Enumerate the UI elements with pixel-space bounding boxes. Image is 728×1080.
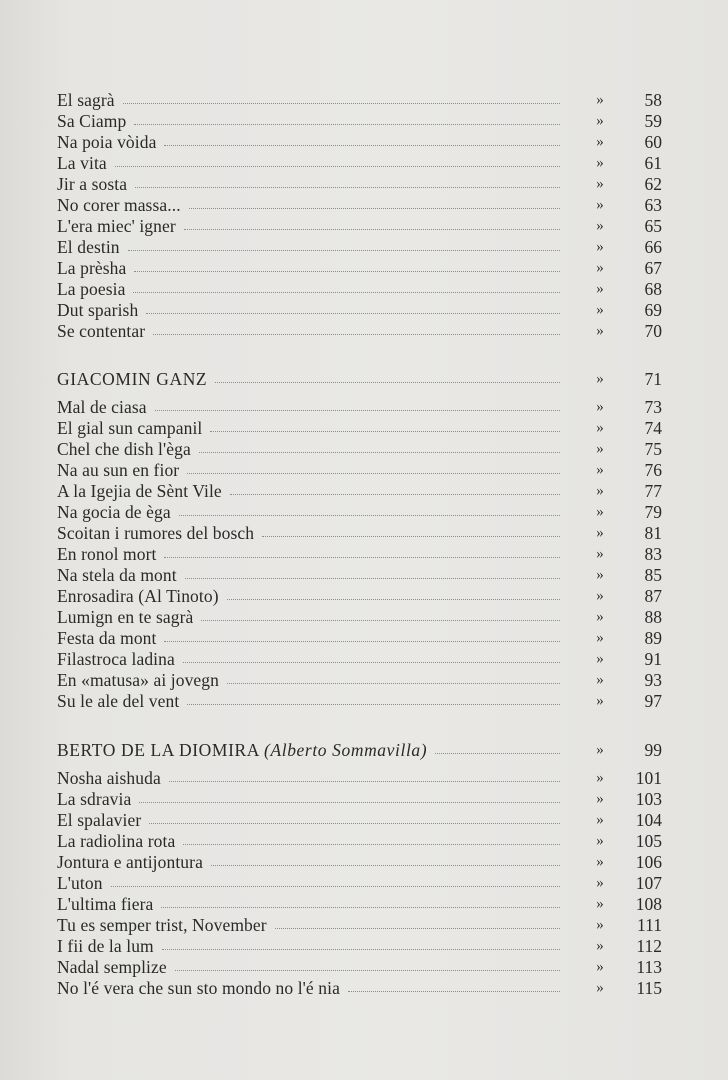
guillemet-mark: » (596, 959, 604, 975)
author-name (57, 369, 207, 390)
title-text: El sagrà (57, 90, 115, 110)
dot-leader (123, 103, 560, 104)
entry-title (57, 691, 179, 712)
dot-leader (164, 641, 560, 642)
guillemet-mark: » (596, 546, 604, 562)
guillemet-mark: » (596, 302, 604, 318)
title-text: Na gocia de èga (57, 502, 171, 522)
entry-title (57, 957, 167, 978)
entry-title (57, 978, 340, 999)
toc-entry (0, 502, 728, 523)
dot-leader (211, 865, 560, 866)
toc-entry (0, 174, 728, 195)
entry-title (57, 789, 131, 810)
author-name (57, 740, 427, 761)
page-number: 70 (644, 321, 662, 341)
page-number: 67 (644, 258, 662, 278)
title-text: La prèsha (57, 258, 127, 278)
page-number: 93 (644, 670, 662, 690)
toc-entry (0, 607, 728, 628)
entry-title (57, 321, 145, 342)
title-text: Dut sparish (57, 300, 139, 320)
dot-leader (275, 928, 560, 929)
entry-title (57, 237, 120, 258)
page-number: 99 (644, 740, 662, 760)
entry-title (57, 279, 125, 300)
toc-entry (0, 691, 728, 712)
title-text: Jontura e antijontura (57, 852, 203, 872)
heading-spacer (0, 761, 728, 768)
toc-entry (0, 936, 728, 957)
entry-title (57, 586, 219, 607)
dot-leader (115, 166, 560, 167)
title-text: Jir a sosta (57, 174, 128, 194)
toc-entry (0, 153, 728, 174)
page-number: 89 (644, 628, 662, 648)
toc-entry (0, 397, 728, 418)
title-text: Chel che dish l'èga (57, 439, 191, 459)
toc-section (0, 90, 728, 342)
dot-leader (227, 683, 560, 684)
heading-spacer (0, 390, 728, 397)
guillemet-mark: » (596, 462, 604, 478)
title-text: La vita (57, 153, 107, 173)
guillemet-mark: » (596, 609, 604, 625)
dot-leader (161, 907, 560, 908)
author-heading (0, 740, 728, 761)
page-number: 68 (644, 279, 662, 299)
title-text: La poesia (57, 279, 126, 299)
dot-leader (187, 473, 560, 474)
title-text: En ronol mort (57, 544, 157, 564)
toc-entry (0, 831, 728, 852)
toc-entry (0, 216, 728, 237)
entry-title (57, 523, 254, 544)
toc-entry (0, 439, 728, 460)
page-number: 104 (635, 810, 662, 830)
page-number: 61 (644, 153, 662, 173)
page-number: 62 (644, 174, 662, 194)
entry-title (57, 216, 176, 237)
toc-entry (0, 132, 728, 153)
guillemet-mark: » (596, 770, 604, 786)
page-number: 63 (644, 195, 662, 215)
dot-leader (162, 949, 560, 950)
page-number: 66 (644, 237, 662, 257)
toc-entry (0, 978, 728, 999)
title-text: Nosha aishuda (57, 768, 161, 788)
title-text: No corer massa... (57, 195, 181, 215)
dot-leader (175, 970, 560, 971)
author-real-name: (Alberto Sommavilla) (264, 740, 428, 760)
title-text: Nadal semplize (57, 957, 167, 977)
entry-title (57, 153, 107, 174)
author-heading (0, 369, 728, 390)
title-text: BERTO DE LA DIOMIRA (57, 740, 260, 760)
page-number: 111 (637, 915, 662, 935)
guillemet-mark: » (596, 504, 604, 520)
entry-title (57, 894, 153, 915)
toc-entry (0, 523, 728, 544)
title-text: Sa Ciamp (57, 111, 127, 131)
dot-leader (169, 781, 560, 782)
title-text: El gial sun campanil (57, 418, 203, 438)
guillemet-mark: » (596, 197, 604, 213)
guillemet-mark: » (596, 896, 604, 912)
dot-leader (134, 124, 560, 125)
title-text: Se contentar (57, 321, 146, 341)
guillemet-mark: » (596, 483, 604, 499)
entry-title (57, 565, 177, 586)
page-number: 83 (644, 544, 662, 564)
dot-leader (135, 187, 560, 188)
entry-title (57, 670, 219, 691)
toc-entry (0, 237, 728, 258)
guillemet-mark: » (596, 525, 604, 541)
dot-leader (184, 229, 560, 230)
title-text: El destin (57, 237, 120, 257)
guillemet-mark: » (596, 371, 604, 387)
toc-entry (0, 195, 728, 216)
dot-leader (183, 662, 560, 663)
page-number: 87 (644, 586, 662, 606)
toc-entry (0, 300, 728, 321)
page-number: 76 (644, 460, 662, 480)
dot-leader (189, 208, 560, 209)
guillemet-mark: » (596, 155, 604, 171)
page-number: 85 (644, 565, 662, 585)
toc-entry (0, 460, 728, 481)
title-text: Na poia vòida (57, 132, 157, 152)
page-number: 101 (635, 768, 662, 788)
entry-title (57, 649, 175, 670)
dot-leader (183, 844, 560, 845)
dot-leader (348, 991, 560, 992)
entry-title (57, 831, 175, 852)
guillemet-mark: » (596, 441, 604, 457)
entry-title (57, 300, 138, 321)
guillemet-mark: » (596, 239, 604, 255)
guillemet-mark: » (596, 281, 604, 297)
entry-title (57, 768, 161, 789)
toc-entry (0, 789, 728, 810)
page-number: 103 (635, 789, 662, 809)
guillemet-mark: » (596, 113, 604, 129)
page-number: 73 (644, 397, 662, 417)
entry-title (57, 607, 193, 628)
dot-leader (153, 334, 560, 335)
dot-leader (215, 382, 560, 383)
page-number: 112 (636, 936, 662, 956)
page-number: 107 (635, 873, 662, 893)
title-text: L'uton (57, 873, 103, 893)
entry-title (57, 852, 203, 873)
page-number: 59 (644, 111, 662, 131)
toc-entry (0, 649, 728, 670)
page-number: 88 (644, 607, 662, 627)
toc-entry (0, 321, 728, 342)
dot-leader (149, 823, 560, 824)
guillemet-mark: » (596, 420, 604, 436)
page-number: 71 (644, 369, 662, 389)
guillemet-mark: » (596, 260, 604, 276)
guillemet-mark: » (596, 875, 604, 891)
toc-entry (0, 258, 728, 279)
page-number: 60 (644, 132, 662, 152)
page-number: 105 (635, 831, 662, 851)
entry-title (57, 544, 156, 565)
dot-leader (133, 292, 560, 293)
toc-entry (0, 586, 728, 607)
guillemet-mark: » (596, 588, 604, 604)
guillemet-mark: » (596, 323, 604, 339)
guillemet-mark: » (596, 567, 604, 583)
toc-entry (0, 873, 728, 894)
title-text: Festa da mont (57, 628, 157, 648)
page-number: 113 (636, 957, 662, 977)
toc-entry (0, 670, 728, 691)
toc-entry (0, 894, 728, 915)
guillemet-mark: » (596, 630, 604, 646)
toc-entry (0, 628, 728, 649)
entry-title (57, 502, 171, 523)
dot-leader (164, 557, 560, 558)
dot-leader (227, 599, 560, 600)
toc-entry (0, 90, 728, 111)
title-text: Enrosadira (Al Tinoto) (57, 586, 219, 606)
title-text: GIACOMIN GANZ (57, 369, 208, 389)
guillemet-mark: » (596, 399, 604, 415)
page-number: 106 (635, 852, 662, 872)
dot-leader (146, 313, 560, 314)
page-number: 74 (644, 418, 662, 438)
toc-entry (0, 111, 728, 132)
entry-title (57, 915, 267, 936)
guillemet-mark: » (596, 651, 604, 667)
guillemet-mark: » (596, 938, 604, 954)
toc-entry (0, 565, 728, 586)
title-text: En «matusa» ai jovegn (57, 670, 219, 690)
page-number: 91 (644, 649, 662, 669)
toc-entry (0, 915, 728, 936)
dot-leader (201, 620, 560, 621)
guillemet-mark: » (596, 791, 604, 807)
dot-leader (139, 802, 560, 803)
title-text: Na au sun en fior (57, 460, 180, 480)
entry-title (57, 936, 154, 957)
dot-leader (187, 704, 560, 705)
dot-leader (262, 536, 560, 537)
guillemet-mark: » (596, 833, 604, 849)
dot-leader (179, 515, 560, 516)
toc-entry (0, 768, 728, 789)
page-number: 65 (644, 216, 662, 236)
entry-title (57, 132, 156, 153)
title-text: L'ultima fiera (57, 894, 154, 914)
title-text: La sdravia (57, 789, 132, 809)
title-text: El spalavier (57, 810, 142, 830)
guillemet-mark: » (596, 917, 604, 933)
dot-leader (199, 452, 560, 453)
guillemet-mark: » (596, 812, 604, 828)
dot-leader (210, 431, 560, 432)
title-text: Scoitan i rumores del bosch (57, 523, 255, 543)
entry-title (57, 418, 202, 439)
page-number: 69 (644, 300, 662, 320)
toc-entry (0, 418, 728, 439)
page-number: 115 (636, 978, 662, 998)
entry-title (57, 90, 115, 111)
page-number: 58 (644, 90, 662, 110)
toc-section (0, 740, 728, 999)
entry-title (57, 810, 141, 831)
page-number: 81 (644, 523, 662, 543)
page-number: 79 (644, 502, 662, 522)
dot-leader (185, 578, 560, 579)
guillemet-mark: » (596, 92, 604, 108)
toc-entry (0, 544, 728, 565)
title-text: La radiolina rota (57, 831, 176, 851)
title-text: Mal de ciasa (57, 397, 147, 417)
dot-leader (435, 753, 560, 754)
page-number: 77 (644, 481, 662, 501)
dot-leader (230, 494, 560, 495)
guillemet-mark: » (596, 218, 604, 234)
guillemet-mark: » (596, 854, 604, 870)
title-text: L'era miec' igner (57, 216, 176, 236)
guillemet-mark: » (596, 134, 604, 150)
toc-entry (0, 810, 728, 831)
guillemet-mark: » (596, 980, 604, 996)
guillemet-mark: » (596, 672, 604, 688)
title-text: Su le ale del vent (57, 691, 180, 711)
entry-title (57, 873, 103, 894)
entry-title (57, 397, 147, 418)
page-number: 97 (644, 691, 662, 711)
entry-title (57, 628, 156, 649)
page-number: 108 (635, 894, 662, 914)
dot-leader (134, 271, 560, 272)
guillemet-mark: » (596, 742, 604, 758)
page-number: 75 (644, 439, 662, 459)
entry-title (57, 481, 222, 502)
title-text: Tu es semper trist, November (57, 915, 267, 935)
toc-entry (0, 957, 728, 978)
entry-title (57, 174, 127, 195)
entry-title (57, 195, 181, 216)
entry-title (57, 439, 191, 460)
toc-section (0, 369, 728, 712)
toc-entry (0, 481, 728, 502)
entry-title (57, 111, 126, 132)
title-text: Filastroca ladina (57, 649, 175, 669)
entry-title (57, 460, 179, 481)
title-text: A la Igejia de Sènt Vile (57, 481, 222, 501)
dot-leader (155, 410, 560, 411)
dot-leader (128, 250, 560, 251)
toc-entry (0, 279, 728, 300)
dot-leader (164, 145, 560, 146)
guillemet-mark: » (596, 176, 604, 192)
guillemet-mark: » (596, 693, 604, 709)
title-text: No l'é vera che sun sto mondo no l'é nia (57, 978, 340, 998)
title-text: Na stela da mont (57, 565, 177, 585)
title-text: Lumign en te sagrà (57, 607, 194, 627)
toc-entry (0, 852, 728, 873)
dot-leader (111, 886, 560, 887)
entry-title (57, 258, 126, 279)
title-text: I fii de la lum (57, 936, 154, 956)
